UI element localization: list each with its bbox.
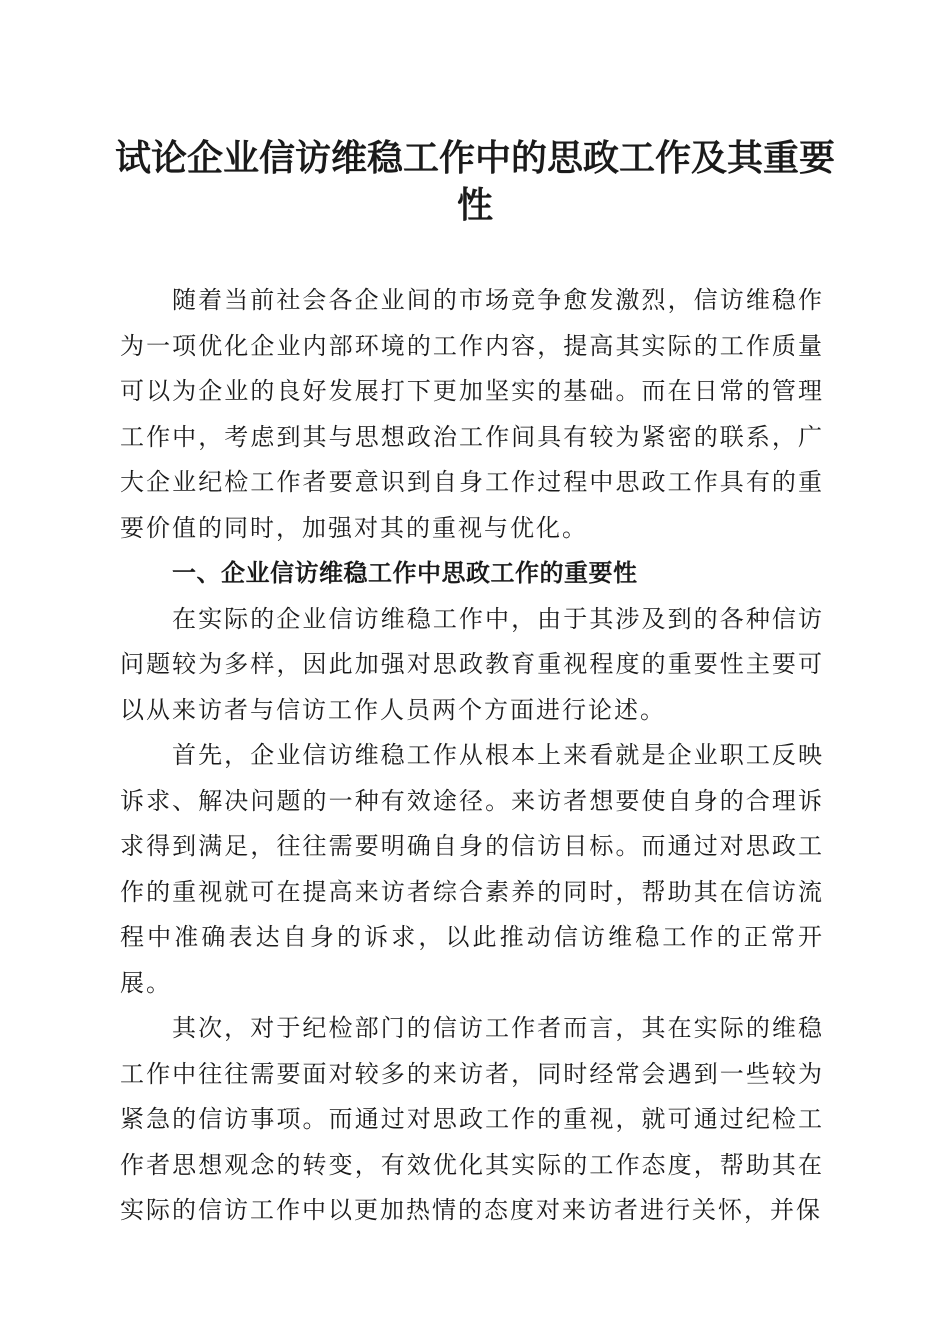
paragraph-first: 首先，企业信访维稳工作从根本上来看就是企业职工反映诉求、解决问题的一种有效途径。来访者想要使自身的合理诉求得到满足，往往需要明确自身的信访目标。而通过对思政工作的重视就可在提高来访者综合素养的同时，帮助其在信访流程中准确表达自身的诉求，以此推动信访维稳工作的正常开展。 [120,741,824,997]
paragraph-second: 其次，对于纪检部门的信访工作者而言，其在实际的维稳工作中往往需要面对较多的来访者，同时经常会遇到一些较为紧急的信访事项。而通过对思政工作的重视，就可通过纪检工作者思想观念的转变，有效优化其实际的工作态度，帮助其在实际的信访工作中以更加热情的态度对来访者进行关怀，并保 [120,1014,824,1224]
document-title: 试论企业信访维稳工作中的思政工作及其重要性 [115,137,836,226]
paragraph-overview: 在实际的企业信访维稳工作中，由于其涉及到的各种信访问题较为多样，因此加强对思政教育重视程度的重要性主要可以从来访者与信访工作人员两个方面进行论述。 [120,604,824,724]
paragraph-intro: 随着当前社会各企业间的市场竞争愈发激烈，信访维稳作为一项优化企业内部环境的工作内容，提高其实际的工作质量可以为企业的良好发展打下更加坚实的基础。而在日常的管理工作中，考虑到其与思想政治工作间具有较为紧密的联系，广大企业纪检工作者要意识到自身工作过程中思政工作具有的重要价值的同时，加强对其的重视与优化。 [120,286,824,542]
section-heading: 一、企业信访维稳工作中思政工作的重要性 [172,559,638,587]
document-body [120,278,824,1234]
